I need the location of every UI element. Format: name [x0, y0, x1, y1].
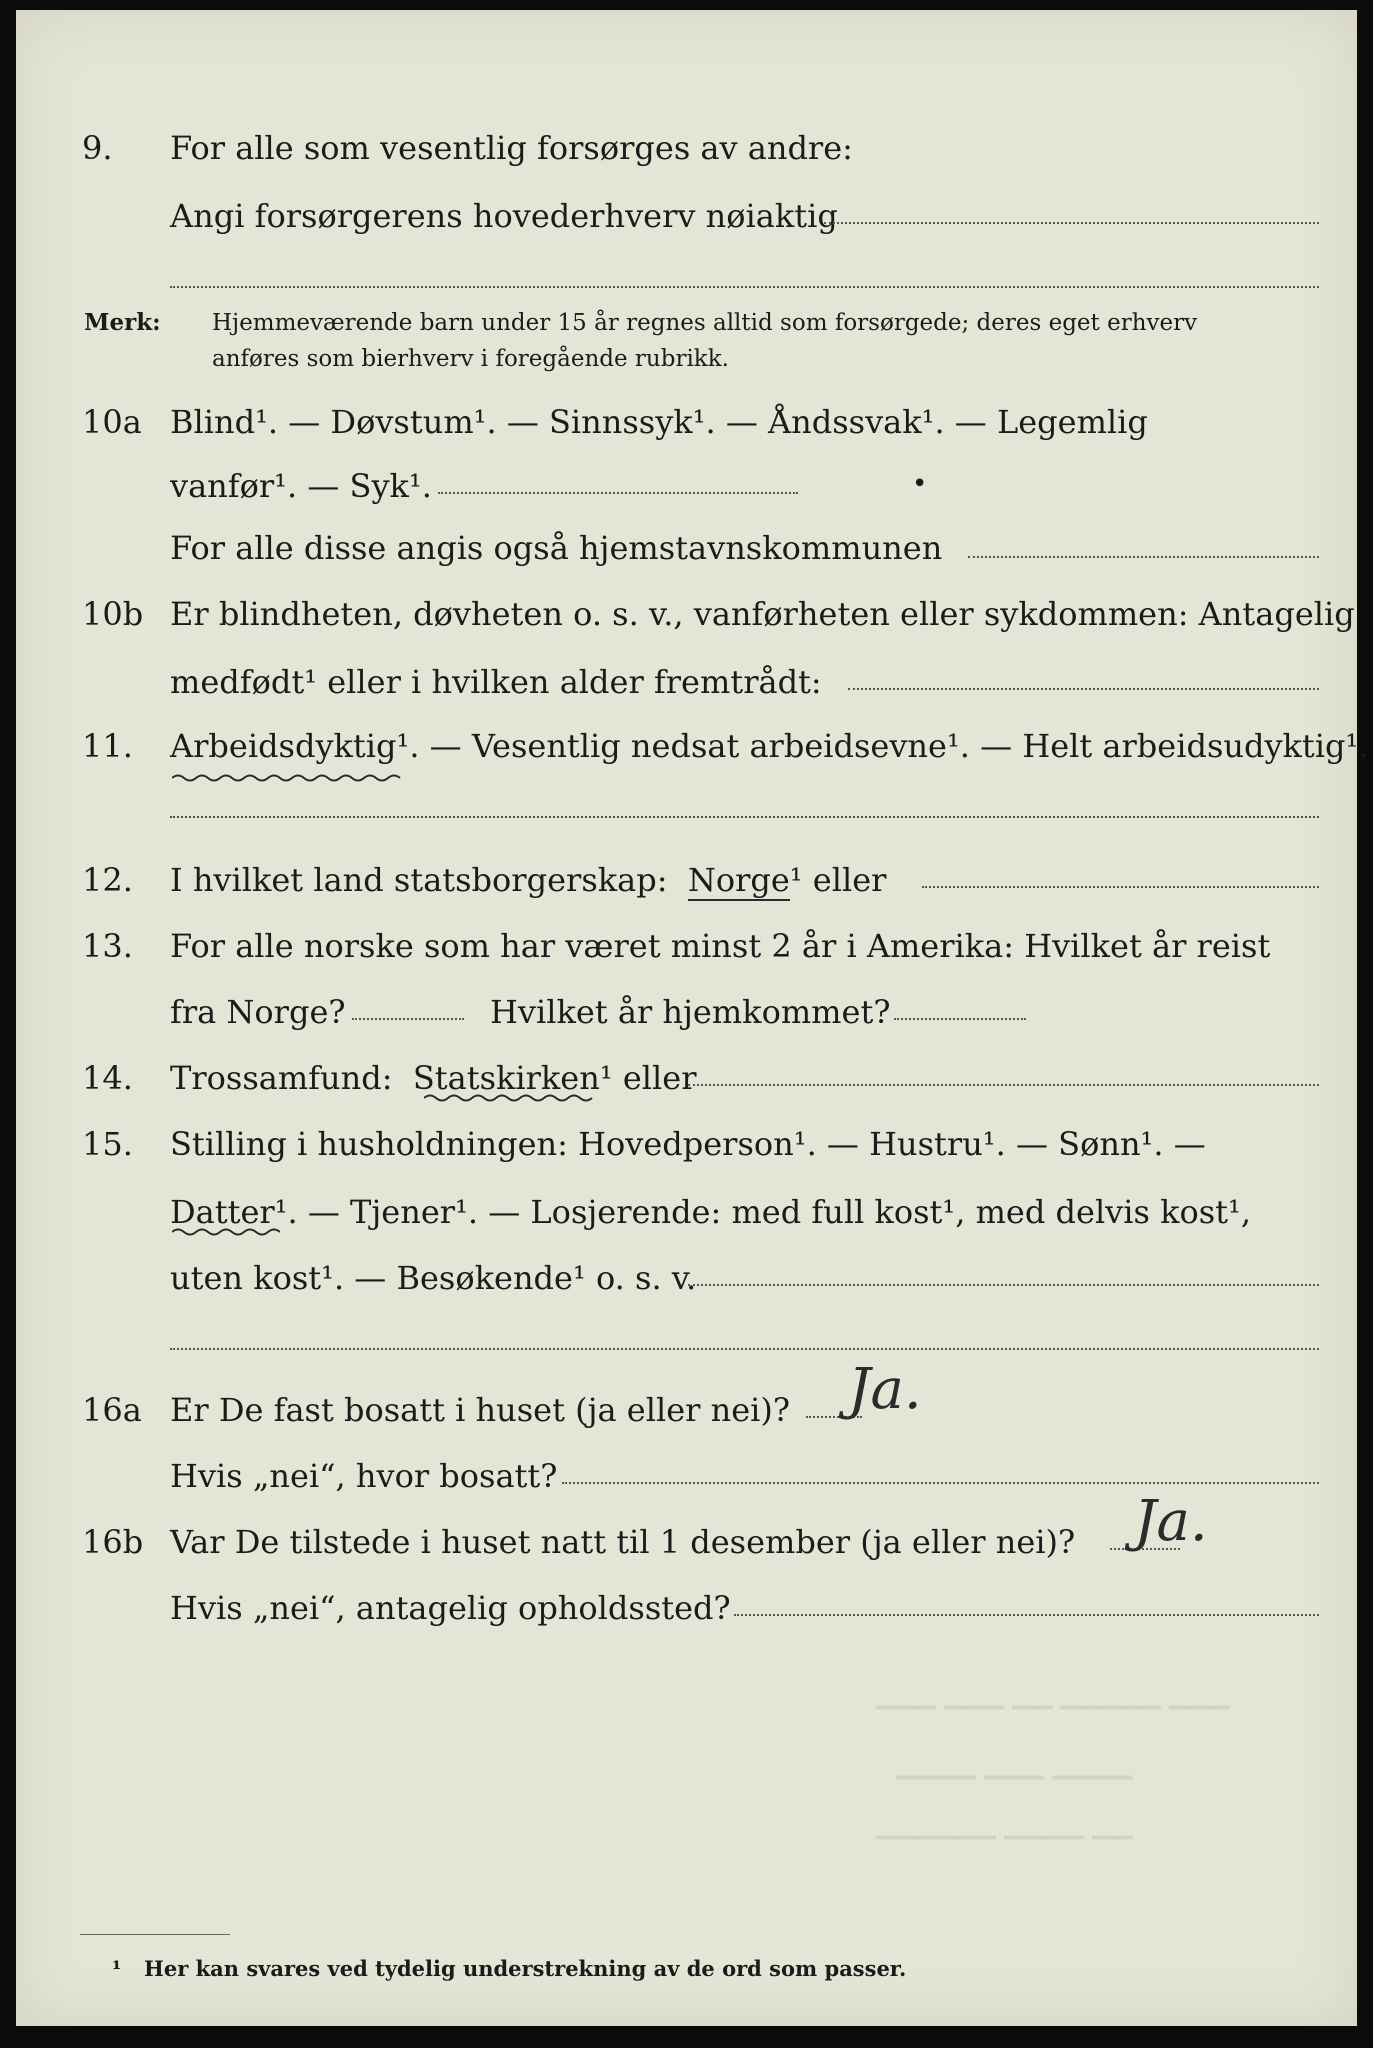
q12-country-field[interactable] [922, 886, 1319, 888]
q11-number: 11. [82, 727, 133, 765]
q11-option-arbeidsdyktig[interactable]: Arbeidsdyktig [170, 727, 397, 765]
q9-answer-field-2[interactable] [170, 286, 1319, 288]
q16a-line2: Hvis „nei“, hvor bosatt? [170, 1457, 558, 1495]
q14-option-statskirken[interactable]: Statskirken [412, 1059, 600, 1097]
q16b-opholdssted-field[interactable] [734, 1614, 1319, 1616]
q11-rest: ¹. — Vesentlig nedsat arbeidsevne¹. — Helt arbeidsudyktig¹. [396, 727, 1369, 765]
q16b-number: 16b [82, 1523, 144, 1561]
q16b-line1: Var De tilstede i huset natt til 1 desember (ja eller nei)? [170, 1523, 1076, 1561]
q15-stilling-field[interactable] [688, 1284, 1319, 1286]
q13-line2a: fra Norge? [170, 993, 346, 1031]
q10a-line1: Blind¹. — Døvstum¹. — Sinnssyk¹. — Åndssvak¹. — Legemlig [170, 403, 1148, 441]
q14-number: 14. [82, 1059, 133, 1097]
q12-prefix: I hvilket land statsborgerskap: [170, 861, 668, 899]
q13-line1: For alle norske som har været minst 2 år i Amerika: Hvilket år reist [170, 927, 1271, 965]
q10a-number: 10a [82, 403, 142, 441]
q13-reist-field[interactable] [352, 1018, 464, 1020]
q10a-syk-field[interactable] [438, 492, 798, 494]
q10a-line3: For alle disse angis også hjemstavnskommunen [170, 529, 943, 567]
q12-number: 12. [82, 861, 133, 899]
q15-line2-rest: ¹. — Tjener¹. — Losjerende: med full kost¹, med delvis kost¹, [274, 1193, 1252, 1231]
q10b-line2: medfødt¹ eller i hvilken alder fremtrådt: [170, 663, 822, 701]
q16a-handwritten-answer: Ja. [848, 1357, 922, 1422]
q14-underline-mark [424, 1092, 594, 1102]
bleed-through-text: ▁▁▁▁ ▁▁▁ ▁▁▁▁ [896, 1750, 1133, 1780]
q12-suffix: ¹ eller [789, 861, 887, 899]
q13-hjemkommet-field[interactable] [894, 1018, 1026, 1020]
merk-label: Merk: [84, 309, 161, 336]
q16a-bosatt-field[interactable] [562, 1482, 1319, 1484]
q10b-line1: Er blindheten, døvheten o. s. v., vanførheten eller sykdommen: Antagelig [170, 595, 1355, 633]
q15-underline-mark [172, 1226, 280, 1236]
q9-answer-field[interactable] [824, 222, 1319, 224]
census-form-page [16, 10, 1369, 2026]
bleed-through-text: ▁▁▁▁▁▁ ▁▁▁▁ ▁▁ [876, 1810, 1133, 1840]
q13-line2b: Hvilket år hjemkommet? [490, 993, 891, 1031]
q15-line3: uten kost¹. — Besøkende¹ o. s. v. [170, 1259, 697, 1297]
footnote-mark: ¹ [112, 1956, 122, 1981]
q9-line1: For alle som vesentlig forsørges av andre: [170, 129, 853, 167]
merk-line1: Hjemmeværende barn under 15 år regnes alltid som forsørgede; deres eget erhverv [212, 310, 1198, 336]
q10b-number: 10b [82, 595, 144, 633]
q9-line2: Angi forsørgerens hovederhverv nøiaktig [170, 197, 838, 235]
footnote-rule [80, 1934, 230, 1935]
ink-dot: • [912, 469, 928, 499]
q15-number: 15. [82, 1125, 133, 1163]
q10b-alder-field[interactable] [848, 688, 1319, 690]
q10a-hjemstavn-field[interactable] [968, 556, 1319, 558]
q16a-line1: Er De fast bosatt i huset (ja eller nei)? [170, 1391, 791, 1429]
q15-answer-field-2[interactable] [170, 1348, 1319, 1350]
merk-line2: anføres som bierhverv i foregående rubrikk. [212, 346, 729, 372]
q12-option-norge[interactable]: Norge [687, 861, 790, 899]
q15-line1: Stilling i husholdningen: Hovedperson¹. — Hustru¹. — Sønn¹. — [170, 1125, 1206, 1163]
q11-underline-mark [172, 772, 406, 782]
q11-text [170, 726, 1369, 766]
q16b-handwritten-answer: Ja. [1134, 1489, 1208, 1554]
footnote-text: Her kan svares ved tydelig understrekning av de ord som passer. [144, 1956, 907, 1981]
q14-prefix: Trossamfund: [170, 1059, 393, 1097]
q9-number: 9. [82, 129, 113, 167]
q16a-number: 16a [82, 1391, 142, 1429]
q14-suffix: ¹ eller [599, 1059, 697, 1097]
q11-answer-field[interactable] [170, 816, 1319, 818]
q15-option-datter[interactable]: Datter [170, 1193, 275, 1231]
q12-text [170, 860, 886, 900]
q10a-line2: vanfør¹. — Syk¹. [170, 467, 432, 505]
bleed-through-text: ▁▁▁ ▁▁▁ ▁▁ ▁▁▁▁▁ ▁▁▁ [876, 1680, 1229, 1710]
q16b-line2: Hvis „nei“, antagelig opholdssted? [170, 1589, 731, 1627]
q14-trossamfund-field[interactable] [688, 1084, 1319, 1086]
q13-number: 13. [82, 927, 133, 965]
q15-line2 [170, 1192, 1251, 1232]
